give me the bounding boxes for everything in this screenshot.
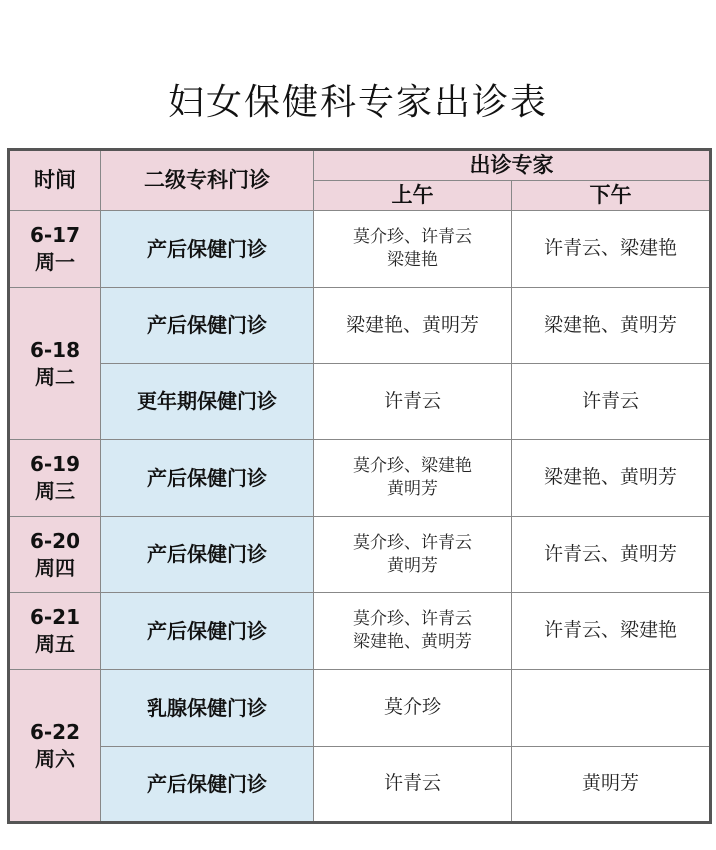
date-cell — [9, 593, 101, 670]
table-row — [9, 747, 711, 823]
pm-doctors: 许青云 — [512, 364, 711, 440]
table-row — [9, 593, 711, 670]
date-label: 6-19 — [29, 452, 81, 476]
clinic-cell: 产后保健门诊 — [101, 517, 314, 593]
weekday-label: 周四 — [35, 555, 75, 580]
date-label: 6-22 — [29, 719, 81, 744]
date-cell — [9, 288, 101, 440]
pm-doctors: 梁建艳、黄明芳 — [512, 288, 711, 364]
weekday-label: 周五 — [35, 632, 75, 656]
am-doctors: 莫介珍、许青云 黄明芳 — [314, 517, 512, 593]
header-time: 时间 — [9, 150, 101, 211]
header-am: 上午 — [314, 181, 512, 211]
date-cell — [9, 440, 101, 517]
pm-doctors: 许青云、黄明芳 — [512, 517, 711, 593]
table-row — [9, 517, 711, 593]
am-doctors: 许青云 — [314, 364, 512, 440]
clinic-cell: 更年期保健门诊 — [101, 364, 314, 440]
am-doctors: 莫介珍 — [314, 670, 512, 747]
clinic-cell: 产后保健门诊 — [101, 211, 314, 288]
weekday-label: 周三 — [35, 479, 75, 503]
clinic-cell: 产后保健门诊 — [101, 593, 314, 670]
am-doctors: 莫介珍、梁建艳 黄明芳 — [314, 440, 512, 517]
page-title: 妇女保健科专家出诊表 — [167, 82, 548, 123]
am-doctors: 许青云 — [314, 747, 512, 823]
weekday-label: 周一 — [35, 250, 75, 274]
table-row — [9, 364, 711, 440]
pm-doctors: 许青云、梁建艳 — [512, 211, 711, 288]
weekday-label: 周六 — [35, 746, 75, 771]
table-row — [9, 440, 711, 517]
table-row — [9, 288, 711, 364]
date-label: 6-20 — [29, 528, 81, 553]
am-doctors: 梁建艳、黄明芳 — [314, 288, 512, 364]
table-row — [9, 670, 711, 747]
clinic-cell: 产后保健门诊 — [101, 747, 314, 823]
am-doctors: 莫介珍、许青云 梁建艳、黄明芳 — [314, 593, 512, 670]
clinic-cell: 产后保健门诊 — [101, 440, 314, 517]
date-cell — [9, 517, 101, 593]
date-cell — [9, 211, 101, 288]
date-label: 6-21 — [29, 605, 81, 629]
clinic-cell: 乳腺保健门诊 — [101, 670, 314, 747]
am-doctors: 莫介珍、许青云 梁建艳 — [314, 211, 512, 288]
pm-doctors: 黄明芳 — [512, 747, 711, 823]
schedule-table — [7, 148, 712, 824]
date-label: 6-18 — [29, 337, 81, 362]
pm-doctors — [512, 670, 711, 747]
date-label: 6-17 — [29, 223, 81, 247]
weekday-label: 周二 — [35, 364, 75, 389]
header-clinic: 二级专科门诊 — [101, 150, 314, 211]
header-experts: 出诊专家 — [314, 150, 711, 181]
table-row — [9, 211, 711, 288]
header-pm: 下午 — [512, 181, 711, 211]
pm-doctors: 梁建艳、黄明芳 — [512, 440, 711, 517]
pm-doctors: 许青云、梁建艳 — [512, 593, 711, 670]
clinic-cell: 产后保健门诊 — [101, 288, 314, 364]
date-cell — [9, 670, 101, 823]
